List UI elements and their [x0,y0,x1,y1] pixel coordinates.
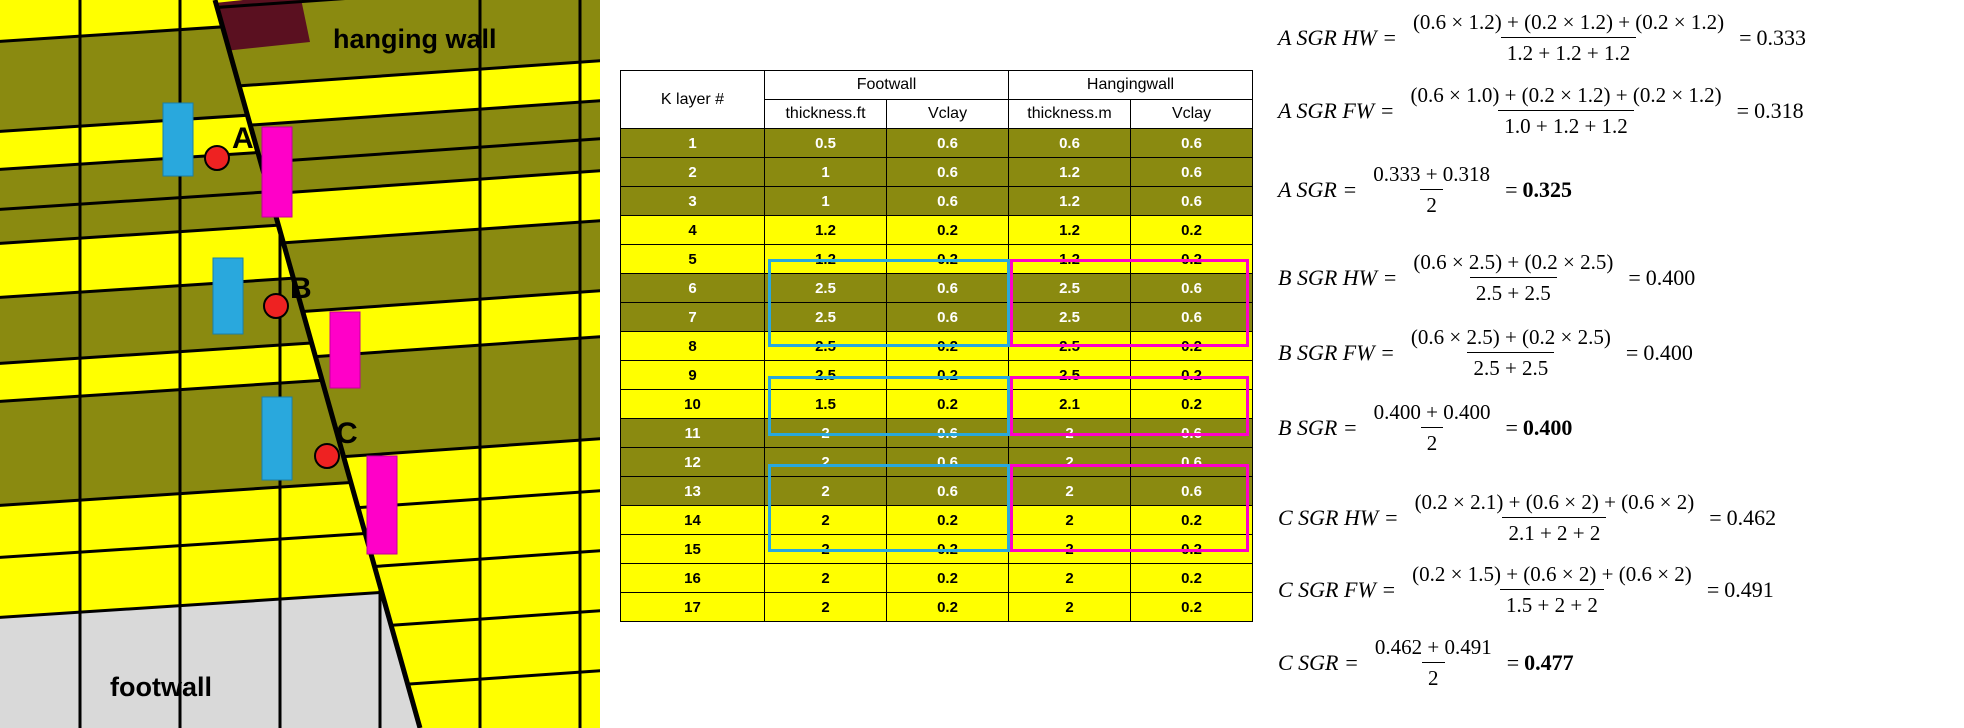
cell-footwall-vclay: 0.2 [887,361,1009,390]
cell-footwall-thickness: 0.5 [765,129,887,158]
table-row [621,361,1253,390]
header-klayer: K layer # [621,71,765,129]
equation-result: 0.462 [1726,505,1777,530]
cell-footwall-vclay: 0.6 [887,129,1009,158]
table-row [621,419,1253,448]
equals-sign: = [1739,25,1752,50]
equation-fraction [1368,400,1497,456]
cell-klayer: 6 [621,274,765,303]
cell-hangingwall-vclay: 0.6 [1131,129,1253,158]
sample-point-label-a: A [232,122,254,155]
equals-sign: = [1628,265,1641,290]
fraction-denominator: 2 [1420,189,1443,218]
cell-footwall-vclay: 0.2 [887,245,1009,274]
cell-hangingwall-vclay: 0.6 [1131,158,1253,187]
cell-footwall-thickness: 1.2 [765,216,887,245]
cell-hangingwall-thickness: 2 [1009,593,1131,622]
footwall-label: footwall [110,672,212,702]
cell-footwall-thickness: 1 [765,187,887,216]
fraction-numerator: (0.2 × 1.5) + (0.6 × 2) + (0.6 × 2) [1412,562,1692,586]
equation-fraction [1407,10,1730,66]
equals-sign: = [1709,505,1722,530]
cell-klayer: 3 [621,187,765,216]
equation-result: 0.477 [1524,650,1574,675]
equation-label: C SGR HW = [1278,505,1399,530]
table-row [621,187,1253,216]
equation-label: B SGR FW = [1278,340,1395,365]
cell-footwall-vclay: 0.6 [887,274,1009,303]
cell-hangingwall-thickness: 2 [1009,419,1131,448]
table-row [621,274,1253,303]
fraction-denominator: 1.5 + 2 + 2 [1500,589,1604,618]
cell-footwall-thickness: 2.5 [765,332,887,361]
equation-result: 0.400 [1645,265,1696,290]
equals-sign: = [1506,650,1520,675]
equation-label: A SGR = [1278,177,1358,202]
cell-hangingwall-vclay: 0.6 [1131,419,1253,448]
cell-klayer: 1 [621,129,765,158]
cross-section-panel [0,0,600,728]
cell-hangingwall-thickness: 1.2 [1009,216,1131,245]
table-row [621,390,1253,419]
cell-hangingwall-vclay: 0.6 [1131,274,1253,303]
cell-footwall-thickness: 2 [765,564,887,593]
equation-fraction [1367,162,1496,218]
cell-footwall-vclay: 0.2 [887,506,1009,535]
fraction-denominator: 2.5 + 2.5 [1470,277,1557,306]
cell-hangingwall-thickness: 2.1 [1009,390,1131,419]
table-row [621,245,1253,274]
cell-hangingwall-thickness: 2 [1009,506,1131,535]
fraction-numerator: (0.6 × 1.0) + (0.2 × 1.2) + (0.2 × 1.2) [1410,83,1722,107]
table-row [621,564,1253,593]
cell-footwall-thickness: 2.5 [765,274,887,303]
equation-result: 0.333 [1756,25,1807,50]
k-layer-table-panel [620,70,1260,622]
cell-klayer: 7 [621,303,765,332]
equation-result: 0.400 [1643,340,1693,365]
equation-b-sgr-fw [1278,325,1693,381]
cell-footwall-vclay: 0.2 [887,216,1009,245]
cell-klayer: 16 [621,564,765,593]
table-row [621,158,1253,187]
equation-result: 0.491 [1724,577,1774,602]
cell-hangingwall-thickness: 2 [1009,564,1131,593]
cell-footwall-thickness: 1.2 [765,245,887,274]
cell-footwall-thickness: 2.5 [765,361,887,390]
equation-result: 0.325 [1522,177,1572,202]
cell-hangingwall-vclay: 0.6 [1131,303,1253,332]
cell-footwall-vclay: 0.6 [887,187,1009,216]
cell-klayer: 17 [621,593,765,622]
cell-klayer: 14 [621,506,765,535]
cell-footwall-thickness: 2 [765,448,887,477]
cell-hangingwall-thickness: 2.5 [1009,274,1131,303]
cell-klayer: 11 [621,419,765,448]
cell-hangingwall-thickness: 1.2 [1009,187,1131,216]
cell-hangingwall-vclay: 0.6 [1131,187,1253,216]
k-layer-table [620,70,1253,622]
cell-hangingwall-thickness: 0.6 [1009,129,1131,158]
cell-hangingwall-thickness: 2 [1009,477,1131,506]
fraction-numerator: (0.6 × 1.2) + (0.2 × 1.2) + (0.2 × 1.2) [1412,10,1725,34]
cell-footwall-thickness: 2 [765,535,887,564]
cross-section-graphic [0,0,600,728]
equals-sign: = [1706,577,1720,602]
cell-footwall-thickness: 2 [765,506,887,535]
cell-hangingwall-vclay: 0.2 [1131,245,1253,274]
cell-klayer: 2 [621,158,765,187]
hanging-wall-label: hanging wall [333,24,497,54]
cell-hangingwall-vclay: 0.2 [1131,361,1253,390]
equation-label: C SGR FW = [1278,577,1397,602]
equation-fraction [1409,490,1701,546]
sgr-equations-panel [1270,0,1964,728]
table-row [621,593,1253,622]
table-row [621,477,1253,506]
cell-footwall-thickness: 2 [765,419,887,448]
header-footwall-group: Footwall [765,71,1009,100]
fraction-numerator: 0.333 + 0.318 [1373,162,1491,186]
cell-footwall-vclay: 0.6 [887,303,1009,332]
cell-klayer: 12 [621,448,765,477]
equation-fraction [1406,562,1698,618]
cell-hangingwall-vclay: 0.6 [1131,448,1253,477]
cell-hangingwall-vclay: 0.2 [1131,593,1253,622]
cell-hangingwall-thickness: 2.5 [1009,361,1131,390]
cell-footwall-vclay: 0.6 [887,448,1009,477]
equation-fraction [1404,83,1727,139]
table-row [621,448,1253,477]
equation-label: B SGR HW = [1278,265,1398,290]
cell-footwall-vclay: 0.2 [887,535,1009,564]
equation-b-sgr [1278,400,1572,456]
equation-c-sgr-hw [1278,490,1776,546]
sample-point-label-b: B [290,272,312,305]
cell-klayer: 15 [621,535,765,564]
equation-c-sgr [1278,635,1574,691]
cell-hangingwall-vclay: 0.2 [1131,564,1253,593]
equals-sign: = [1625,340,1639,365]
cell-hangingwall-vclay: 0.6 [1131,477,1253,506]
equation-label: A SGR FW = [1278,98,1395,123]
cell-footwall-vclay: 0.2 [887,564,1009,593]
table-row [621,129,1253,158]
equation-b-sgr-hw [1278,250,1695,306]
table-row [621,535,1253,564]
equation-a-sgr [1278,162,1572,218]
cell-hangingwall-vclay: 0.2 [1131,332,1253,361]
header-hangingwall-thickness: thickness.m [1009,100,1131,129]
cell-klayer: 13 [621,477,765,506]
cell-footwall-thickness: 2 [765,477,887,506]
equals-sign: = [1505,177,1518,202]
cell-hangingwall-thickness: 2 [1009,535,1131,564]
equation-label: A SGR HW = [1278,25,1397,50]
equation-label: B SGR = [1278,415,1358,440]
equals-sign: = [1505,415,1518,440]
fraction-denominator: 2 [1422,662,1445,691]
cell-hangingwall-vclay: 0.2 [1131,506,1253,535]
cell-hangingwall-thickness: 2.5 [1009,332,1131,361]
cell-hangingwall-thickness: 2 [1009,448,1131,477]
cell-footwall-thickness: 2.5 [765,303,887,332]
fraction-numerator: 0.462 + 0.491 [1374,635,1492,659]
cell-hangingwall-vclay: 0.2 [1131,535,1253,564]
equals-sign: = [1736,98,1750,123]
cell-footwall-vclay: 0.6 [887,477,1009,506]
equation-a-sgr-fw [1278,83,1804,139]
equation-fraction [1369,635,1498,691]
table-header [621,71,1253,129]
fraction-numerator: (0.2 × 2.1) + (0.6 × 2) + (0.6 × 2) [1414,490,1695,514]
cell-klayer: 8 [621,332,765,361]
cell-klayer: 5 [621,245,765,274]
cell-footwall-thickness: 1 [765,158,887,187]
fraction-denominator: 1.0 + 1.2 + 1.2 [1498,110,1633,139]
cell-hangingwall-vclay: 0.2 [1131,390,1253,419]
fraction-denominator: 2.1 + 2 + 2 [1502,517,1606,546]
table-row [621,332,1253,361]
fraction-numerator: (0.6 × 2.5) + (0.2 × 2.5) [1413,250,1614,274]
equation-label: C SGR = [1278,650,1359,675]
table-row [621,506,1253,535]
cell-footwall-vclay: 0.2 [887,390,1009,419]
cell-klayer: 9 [621,361,765,390]
cell-hangingwall-thickness: 1.2 [1009,245,1131,274]
equation-result: 0.318 [1754,98,1804,123]
header-hangingwall-vclay: Vclay [1131,100,1253,129]
header-footwall-thickness: thickness.ft [765,100,887,129]
fraction-numerator: (0.6 × 2.5) + (0.2 × 2.5) [1410,325,1611,349]
cell-klayer: 10 [621,390,765,419]
sample-point-label-c: C [336,417,358,450]
cell-footwall-vclay: 0.2 [887,593,1009,622]
cell-footwall-thickness: 2 [765,593,887,622]
equation-fraction [1405,325,1617,381]
equation-fraction [1407,250,1619,306]
cell-klayer: 4 [621,216,765,245]
cell-footwall-vclay: 0.6 [887,158,1009,187]
cell-footwall-vclay: 0.2 [887,332,1009,361]
cell-hangingwall-thickness: 1.2 [1009,158,1131,187]
equation-c-sgr-fw [1278,562,1774,618]
header-hangingwall-group: Hangingwall [1009,71,1253,100]
table-row [621,303,1253,332]
fraction-denominator: 2.5 + 2.5 [1467,352,1554,381]
cell-footwall-vclay: 0.6 [887,419,1009,448]
cell-footwall-thickness: 1.5 [765,390,887,419]
table-row [621,216,1253,245]
cell-hangingwall-vclay: 0.2 [1131,216,1253,245]
equation-result: 0.400 [1522,415,1573,440]
fraction-denominator: 2 [1421,427,1444,456]
header-footwall-vclay: Vclay [887,100,1009,129]
cell-hangingwall-thickness: 2.5 [1009,303,1131,332]
fraction-denominator: 1.2 + 1.2 + 1.2 [1501,37,1636,66]
fraction-numerator: 0.400 + 0.400 [1373,400,1491,424]
table-body [621,129,1253,622]
equation-a-sgr-hw [1278,10,1806,66]
